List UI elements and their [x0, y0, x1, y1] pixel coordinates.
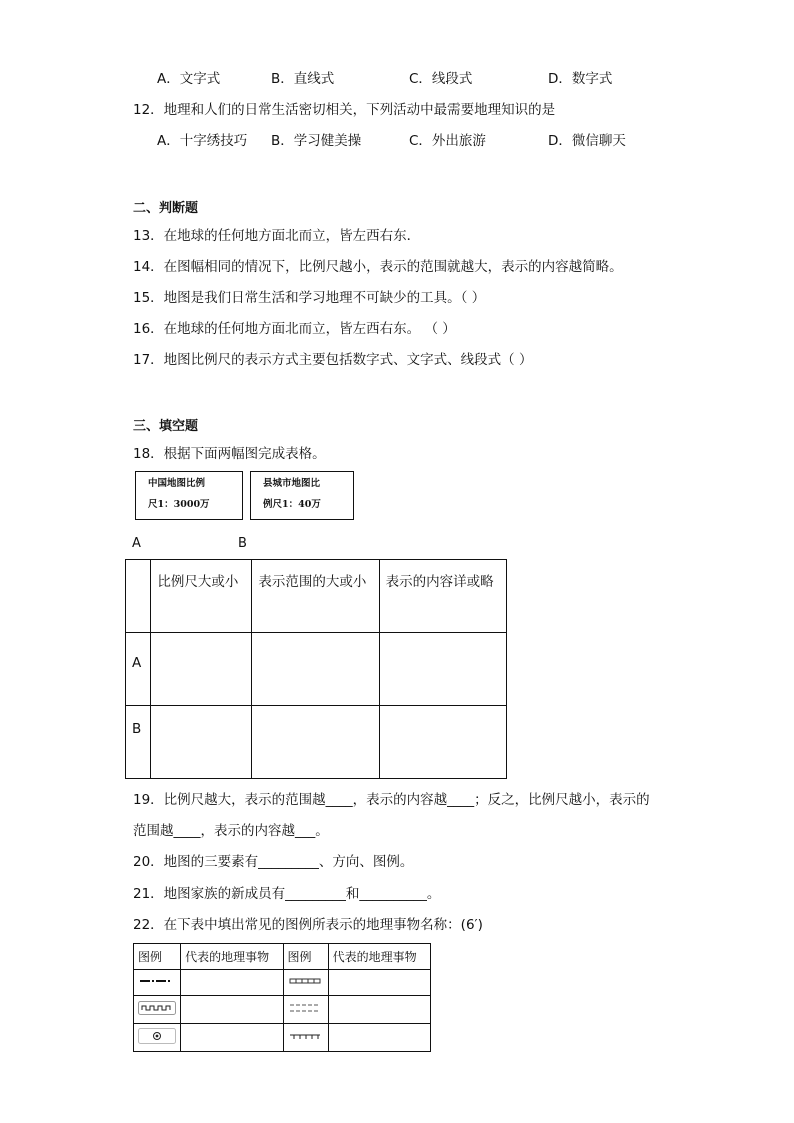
q11-option-b: B．直线式	[271, 71, 335, 87]
answer-cell[interactable]	[151, 633, 252, 706]
section-title-fill-in: 三、填空题	[133, 419, 199, 434]
great-wall-icon	[134, 996, 181, 1024]
map-a-scale-box	[135, 471, 243, 520]
answer-cell[interactable]	[379, 633, 506, 706]
table-header-cell: 表示的内容详或略	[379, 560, 506, 633]
answer-cell[interactable]	[379, 706, 506, 779]
question-19-line2: 范围越____，表示的内容越___。	[133, 823, 329, 839]
table-header-cell: 比例尺大或小	[151, 560, 252, 633]
table-header-row	[126, 560, 507, 633]
legend-table	[133, 943, 431, 1052]
answer-cell[interactable]	[252, 706, 379, 779]
answer-cell[interactable]	[181, 1024, 283, 1052]
question-16: 16．在地球的任何地方面北而立，皆左西右东。 （ ）	[133, 321, 456, 337]
seasonal-river-icon	[283, 996, 328, 1024]
cliff-line-icon	[283, 1024, 328, 1052]
q12-stem: 12．地理和人们的日常生活密切相关，下列活动中最需要地理知识的是	[133, 102, 556, 118]
map-b-label: B	[238, 536, 247, 551]
map-a-label: A	[132, 536, 141, 551]
answer-cell[interactable]	[151, 706, 252, 779]
q12-option-d: D．微信聊天	[548, 133, 626, 149]
map-a-line2: 尺1：3000万	[148, 499, 210, 510]
section-title-judgement: 二、判断题	[133, 201, 199, 216]
q11-option-a: A．文字式	[157, 71, 221, 87]
boundary-line-icon	[134, 970, 181, 996]
question-14: 14．在图幅相同的情况下，比例尺越小，表示的范围就越大，表示的内容越简略。	[133, 259, 623, 275]
answer-cell[interactable]	[252, 633, 379, 706]
q12-option-b: B．学习健美操	[271, 133, 362, 149]
q12-option-a: A．十字绣技巧	[157, 133, 248, 149]
table-row	[134, 1024, 431, 1052]
legend-header-cell: 图例	[134, 944, 181, 970]
legend-header-cell: 图例	[283, 944, 328, 970]
row-label-b: B	[126, 706, 151, 779]
answer-cell[interactable]	[181, 970, 283, 996]
question-19-line1: 19．比例尺越大，表示的范围越____，表示的内容越____；反之，比例尺越小，表示的	[133, 792, 650, 808]
q11-option-c: C．线段式	[409, 71, 473, 87]
map-b-line1: 县城市地图比	[263, 478, 321, 489]
map-b-line2: 例尺1：40万	[263, 499, 321, 510]
table-header-cell: 表示范围的大或小	[252, 560, 379, 633]
answer-cell[interactable]	[328, 970, 430, 996]
question-21: 21．地图家族的新成员有_________和__________。	[133, 886, 441, 902]
table-header-cell	[126, 560, 151, 633]
map-b-scale-box	[250, 471, 354, 520]
question-13: 13．在地球的任何地方面北而立，皆左西右东．	[133, 228, 421, 244]
question-17: 17．地图比例尺的表示方式主要包括数字式、文字式、线段式（ ）	[133, 352, 533, 368]
q12-option-c: C．外出旅游	[409, 133, 486, 149]
scale-comparison-table	[125, 559, 507, 779]
legend-header-cell: 代表的地理事物	[181, 944, 283, 970]
capital-city-icon	[134, 1024, 181, 1052]
answer-cell[interactable]	[328, 1024, 430, 1052]
map-a-line1: 中国地图比例	[148, 478, 206, 489]
legend-header-cell: 代表的地理事物	[328, 944, 430, 970]
table-row	[126, 633, 507, 706]
table-row	[134, 996, 431, 1024]
question-22-stem: 22．在下表中填出常见的图例所表示的地理事物名称：(6′)	[133, 917, 483, 933]
table-row	[126, 706, 507, 779]
answer-cell[interactable]	[328, 996, 430, 1024]
row-label-a: A	[126, 633, 151, 706]
question-20: 20．地图的三要素有_________、方向、图例。	[133, 854, 414, 870]
table-row	[134, 970, 431, 996]
question-18-stem: 18．根据下面两幅图完成表格。	[133, 446, 326, 462]
answer-cell[interactable]	[181, 996, 283, 1024]
railway-icon	[283, 970, 328, 996]
q11-option-d: D．数字式	[548, 71, 613, 87]
question-15: 15．地图是我们日常生活和学习地理不可缺少的工具。（ ）	[133, 290, 486, 306]
legend-header-row	[134, 944, 431, 970]
